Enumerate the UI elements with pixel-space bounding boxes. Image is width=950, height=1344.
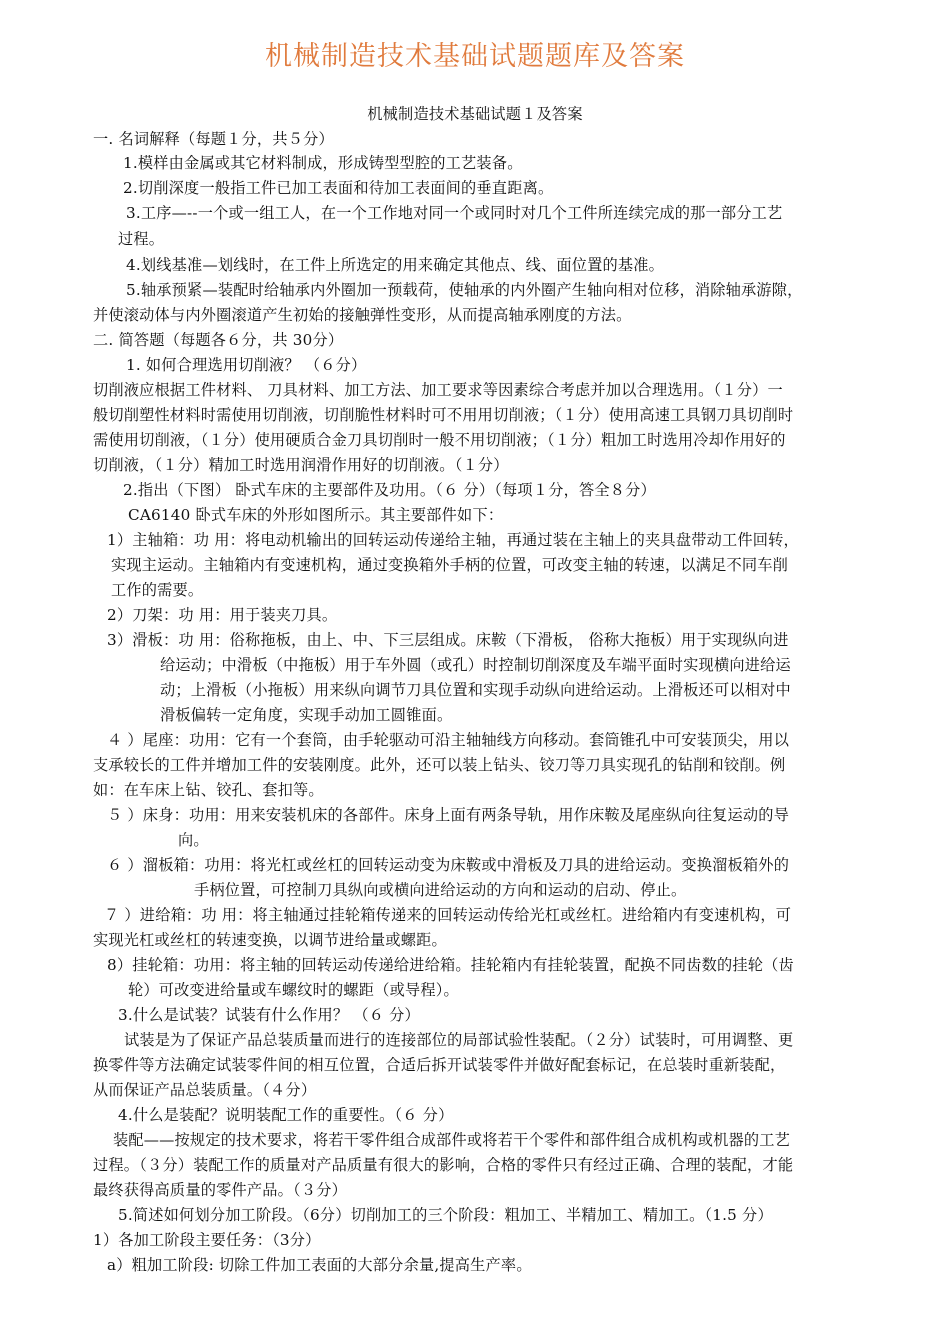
text-line: 切削液应根据工件材料、 刀具材料、加工方法、加工要求等因素综合考虑并加以合理选用。（１分）一	[93, 381, 783, 399]
text-line: 滑板偏转一定角度，实现手动加工圆锥面。	[160, 706, 453, 724]
text-line: a）粗加工阶段: 切除工件加工表面的大部分余量,提高生产率。	[107, 1256, 532, 1274]
text-line: 最终获得高质量的零件产品。（３分）	[93, 1181, 347, 1199]
question-heading: 5.简述如何划分加工阶段。（6分）切削加工的三个阶段：粗加工、半精加工、精加工。（1.5 分）	[118, 1206, 773, 1224]
text-line: 换零件等方法确定试装零件间的相互位置，合适后拆开试装零件并做好配套标记，在总装时重新装配，	[93, 1056, 786, 1074]
section-heading: 一. 名词解释（每题１分，共５分）	[93, 130, 334, 148]
text-line: 4.划线基准—划线时，在工件上所选定的用来确定其他点、线、面位置的基准。	[126, 256, 665, 274]
text-line: 支承较长的工件并增加工件的安装刚度。此外，还可以装上钻头、铰刀等刀具实现孔的钻削和铰削。例	[93, 756, 786, 774]
text-line: 3.工序—--一个或一组工人，在一个工作地对同一个或同时对几个工件所连续完成的那一部分工艺	[126, 204, 783, 222]
text-line: 工作的需要。	[111, 581, 204, 599]
text-line: 向。	[178, 831, 209, 849]
question-heading: 1. 如何合理选用切削液？ （６分）	[126, 356, 367, 374]
text-line: 需使用切削液，（１分）使用硬质合金刀具切削时一般不用切削液；（１分）粗加工时选用冷却作用好的	[93, 431, 786, 449]
text-line: ５ ）床身：功用：用来安装机床的各部件。床身上面有两条导轨，用作床鞍及尾座纵向往复运动的导	[107, 806, 790, 824]
text-line: 试装是为了保证产品总装质量而进行的连接部位的局部试验性装配。（２分）试装时，可用调整、更	[124, 1031, 794, 1049]
text-line: 1.模样由金属或其它材料制成，形成铸型型腔的工艺装备。	[123, 154, 523, 172]
text-line: 2.切削深度一般指工件已加工表面和待加工表面间的垂直距离。	[123, 179, 554, 197]
text-line: 切削液，（１分）精加工时选用润滑作用好的切削液。（１分）	[93, 456, 509, 474]
text-line: 并使滚动体与内外圈滚道产生初始的接触弹性变形，从而提高轴承刚度的方法。	[93, 306, 632, 324]
text-line: ６ ）溜板箱：功用：将光杠或丝杠的回转运动变为床鞍或中滑板及刀具的进给运动。变换溜板箱外的	[107, 856, 790, 874]
text-line: 2）刀架：功 用：用于装夹刀具。	[107, 606, 338, 624]
question-heading: 2.指出（下图） 卧式车床的主要部件及功用。（６ 分）（每项１分，答全８分）	[123, 481, 656, 499]
text-line: 从而保证产品总装质量。（４分）	[93, 1081, 317, 1099]
text-line: 装配——按规定的技术要求，将若干零件组合成部件或将若干个零件和部件组合成机构或机器的工艺	[113, 1131, 791, 1149]
text-line: 3）滑板：功 用：俗称拖板，由上、中、下三层组成。床鞍（下滑板， 俗称大拖板）用于实现纵向进	[107, 631, 789, 649]
text-line: 动；上滑板（小拖板）用来纵向调节刀具位置和实现手动纵向进给运动。上滑板还可以相对中	[160, 681, 791, 699]
document-title: 机械制造技术基础试题题库及答案	[265, 41, 685, 72]
text-line: 实现主运动。主轴箱内有变速机构，通过变换箱外手柄的位置，可改变主轴的转速，以满足不同车削	[111, 556, 789, 574]
question-heading: 4.什么是装配？说明装配工作的重要性。（６ 分）	[118, 1106, 454, 1124]
section-heading: 二. 简答题（每题各６分，共 30分）	[93, 331, 344, 349]
text-line: 8）挂轮箱：功用：将主轴的回转运动传递给进给箱。挂轮箱内有挂轮装置，配换不同齿数的挂轮（齿	[107, 956, 794, 974]
text-line: ７ ）进给箱：功 用：将主轴通过挂轮箱传递来的回转运动传给光杠或丝杠。进给箱内有变速机构，可	[104, 906, 792, 924]
question-heading: 3.什么是试装？试装有什么作用？ （６ 分）	[118, 1006, 420, 1024]
text-line: 1）主轴箱：功 用：将电动机输出的回转运动传递给主轴，再通过装在主轴上的夹具盘带动工件回转，	[107, 531, 799, 549]
text-line: 过程。	[118, 230, 165, 248]
text-line: ４ ）尾座：功用：它有一个套筒，由手轮驱动可沿主轴轴线方向移动。套筒锥孔中可安装顶尖，用以	[107, 731, 790, 749]
text-line: 给运动；中滑板（中拖板）用于车外圆（或孔）时控制切削深度及车端平面时实现横向进给运	[160, 656, 791, 674]
text-line: 手柄位置，可控制刀具纵向或横向进给运动的方向和运动的启动、停止。	[194, 881, 687, 899]
text-line: CA6140 卧式车床的外形如图所示。其主要部件如下：	[128, 506, 504, 524]
text-line: 1）各加工阶段主要任务：（3分）	[93, 1231, 321, 1249]
text-line: 如：在车床上钻、铰孔、套扣等。	[93, 781, 324, 799]
text-line: 5.轴承预紧—装配时给轴承内外圈加一预载荷，使轴承的内外圈产生轴向相对位移，消除轴承游隙，	[126, 281, 803, 299]
text-line: 过程。（３分）装配工作的质量对产品质量有很大的影响，合格的零件只有经过正确、合理的装配，才能	[93, 1156, 794, 1174]
text-line: 般切削塑性材料时需使用切削液，切削脆性材料时可不用用切削液；（１分）使用高速工具钢刀具切削时	[93, 406, 794, 424]
exam-subtitle: 机械制造技术基础试题１及答案	[367, 105, 583, 123]
text-line: 轮）可改变进给量或车螺纹时的螺距（或导程）。	[128, 981, 459, 999]
text-line: 实现光杠或丝杠的转速变换，以调节进给量或螺距。	[93, 931, 447, 949]
